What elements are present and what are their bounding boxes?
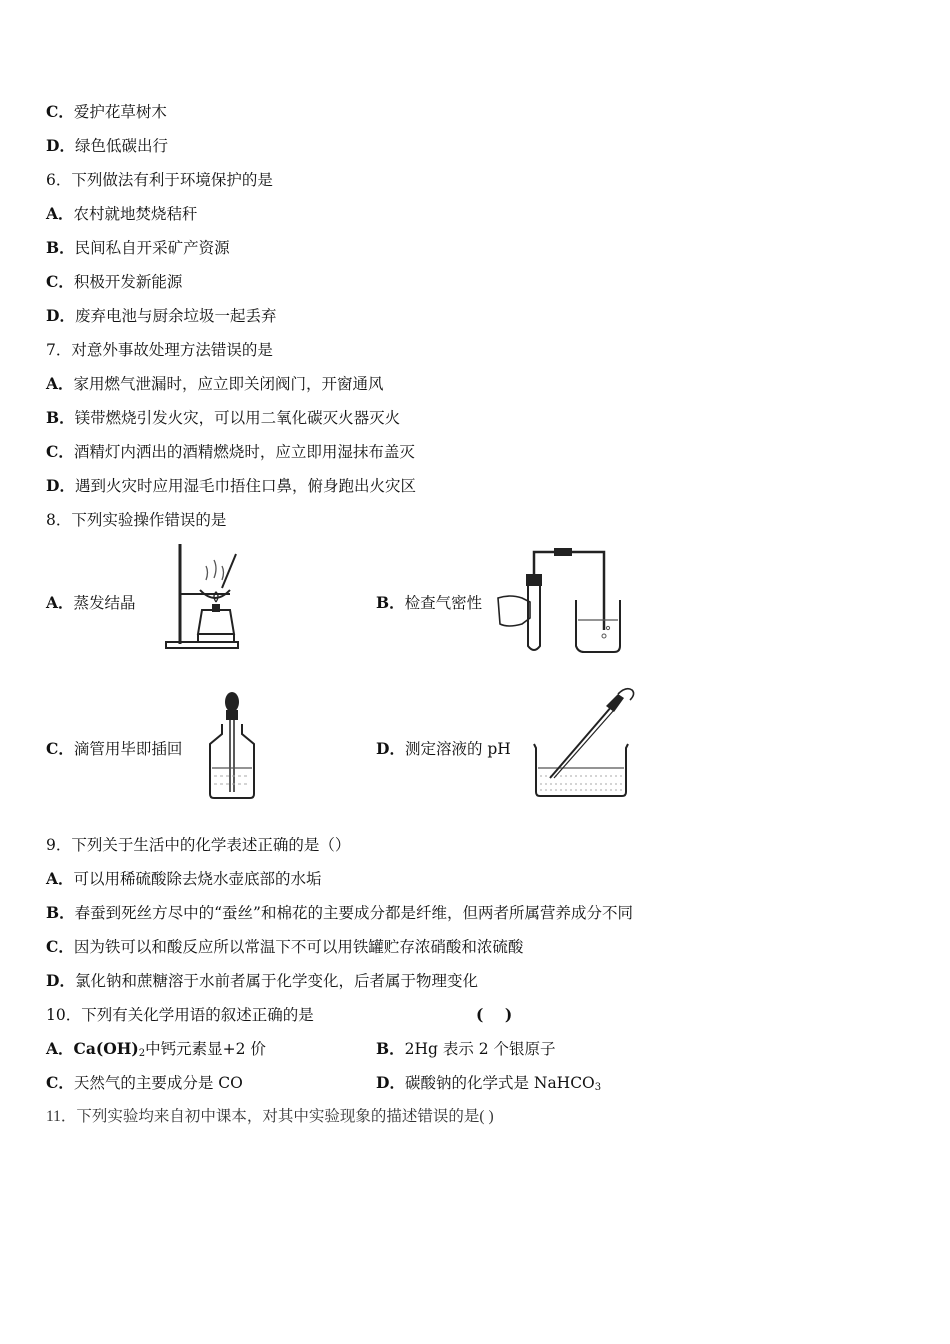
airtightness-check-figure — [492, 544, 622, 656]
option-label: A． — [46, 593, 74, 612]
option-label: D． — [46, 476, 75, 495]
q6-option-c — [46, 272, 182, 292]
ph-test-figure — [526, 684, 638, 802]
option-text: 氯化钠和蔗糖溶于水前者属于化学变化，后者属于物理变化 — [74, 972, 478, 990]
q10-option-b — [376, 1039, 556, 1059]
option-text: 积极开发新能源 — [73, 273, 183, 291]
option-text: 绿色低碳出行 — [74, 137, 168, 155]
option-label: B． — [46, 408, 75, 427]
option-text: 爱护花草树木 — [73, 103, 167, 121]
option-label: D． — [376, 1073, 405, 1092]
option-text: 镁带燃烧引发火灾，可以用二氧化碳灭火器灭火 — [74, 409, 401, 427]
option-label: C． — [46, 102, 74, 121]
q5-option-d — [46, 136, 168, 156]
option-text: 废弃电池与厨余垃圾一起丢弃 — [74, 307, 277, 325]
option-label: C． — [46, 272, 74, 291]
option-text: 中钙元素显+2 价 — [145, 1040, 266, 1058]
q10-option-d — [376, 1073, 601, 1098]
q10-option-a — [46, 1039, 266, 1064]
q6-stem: 6．下列做法有利于环境保护的是 — [46, 171, 273, 189]
q8-option-d — [376, 739, 511, 759]
dropper-bottle-figure — [202, 688, 262, 802]
option-label: C． — [46, 1073, 74, 1092]
option-text: 农村就地焚烧秸秆 — [73, 205, 198, 223]
q9-option-d — [46, 971, 478, 991]
q6-option-b — [46, 238, 230, 258]
q7-option-b — [46, 408, 400, 428]
q9-stem: 9．下列关于生活中的化学表述正确的是（） — [46, 836, 351, 854]
q6-option-a — [46, 204, 198, 224]
option-label: D． — [376, 739, 405, 758]
formula-subscript: 3 — [594, 1082, 602, 1093]
option-label: B． — [46, 238, 75, 257]
q8-option-a — [46, 593, 136, 613]
q10-stem: 10．下列有关化学用语的叙述正确的是 — [46, 1006, 314, 1024]
option-label: B． — [46, 903, 75, 922]
q9-option-a — [46, 869, 322, 889]
option-label: C． — [46, 442, 74, 461]
option-text: 天然气的主要成分是 CO — [73, 1074, 243, 1092]
q11-stem: 11．下列实验均来自初中课本，对其中实验现象的描述错误的是( ) — [46, 1108, 494, 1125]
option-text: 可以用稀硫酸除去烧水壶底部的水垢 — [73, 870, 322, 888]
option-text: 酒精灯内洒出的酒精燃烧时，应立即用湿抹布盖灭 — [73, 443, 415, 461]
option-text: 遇到火灾时应用湿毛巾捂住口鼻，俯身跑出火灾区 — [74, 477, 416, 495]
q5-option-c — [46, 102, 167, 122]
option-label: C． — [46, 739, 74, 758]
q8-stem: 8．下列实验操作错误的是 — [46, 511, 227, 529]
formula-subscript: 2 — [138, 1048, 146, 1059]
option-label: C． — [46, 937, 74, 956]
option-label: B． — [376, 1039, 405, 1058]
q7-option-a — [46, 374, 384, 394]
option-text: 蒸发结晶 — [73, 594, 136, 612]
option-text: 民间私自开采矿产资源 — [74, 239, 230, 257]
option-text: 检查气密性 — [404, 594, 483, 612]
q9-option-b — [46, 903, 633, 923]
evaporation-apparatus-figure — [160, 540, 246, 652]
option-text: 春蚕到死丝方尽中的“蚕丝”和棉花的主要成分都是纤维，但两者所属营养成分不同 — [74, 904, 633, 922]
q8-option-b — [376, 593, 482, 613]
option-label: A． — [46, 1039, 74, 1058]
option-text: 碳酸钠的化学式是 NaHCO — [404, 1074, 595, 1092]
answer-parentheses: ( ) — [476, 1005, 513, 1024]
option-label: A． — [46, 374, 74, 393]
q7-stem: 7．对意外事故处理方法错误的是 — [46, 341, 273, 359]
q8-option-c — [46, 739, 182, 759]
q9-option-c — [46, 937, 523, 957]
q10-option-c — [46, 1073, 243, 1093]
q6-option-d — [46, 306, 276, 326]
option-text: 因为铁可以和酸反应所以常温下不可以用铁罐贮存浓硝酸和浓硫酸 — [73, 938, 524, 956]
option-label: B． — [376, 593, 405, 612]
option-text: 家用燃气泄漏时，应立即关闭阀门，开窗通风 — [73, 375, 384, 393]
option-label: D． — [46, 971, 75, 990]
option-label: A． — [46, 204, 74, 223]
option-label: A． — [46, 869, 74, 888]
option-text: 测定溶液的 pH — [404, 740, 511, 758]
option-label: D． — [46, 306, 75, 325]
q7-option-d — [46, 476, 416, 496]
formula-text: Ca(OH) — [73, 1039, 139, 1058]
q7-option-c — [46, 442, 415, 462]
option-text: 2Hg 表示 2 个银原子 — [404, 1040, 556, 1058]
option-text: 滴管用毕即插回 — [73, 740, 183, 758]
option-label: D． — [46, 136, 75, 155]
